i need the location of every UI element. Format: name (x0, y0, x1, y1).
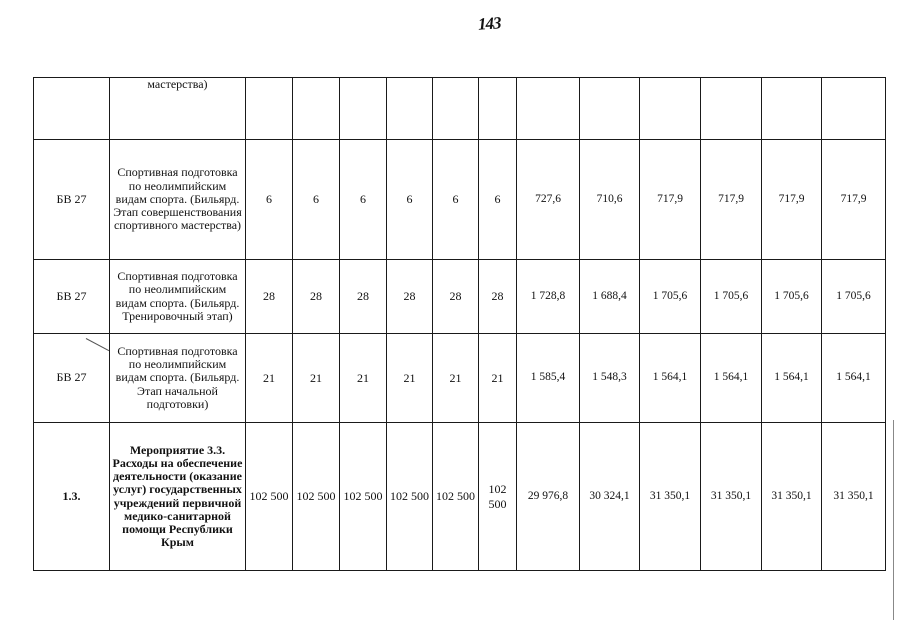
value-cell (433, 78, 479, 140)
value-cell: 21 (479, 334, 517, 423)
value-cell: 102 500 (387, 423, 433, 571)
table-row (34, 78, 886, 140)
value-cell: 1 688,4 (580, 260, 640, 334)
value-cell: 1 564,1 (701, 334, 762, 423)
row-description-cell: мастерства) (110, 78, 246, 140)
value-cell: 28 (387, 260, 433, 334)
value-cell: 21 (246, 334, 293, 423)
value-cell: 1 705,6 (822, 260, 886, 334)
value-cell: 30 324,1 (580, 423, 640, 571)
row-description-cell: Спортивная подготовка по неолимпийским видам спорта. (Бильярд. Тренировочный этап) (110, 260, 246, 334)
value-cell: 102 500 (433, 423, 479, 571)
row-description-cell: Спортивная подготовка по неолимпийским видам спорта. (Бильярд. Этап совершенствования спортивного мастерства) (110, 140, 246, 260)
value-cell: 1 564,1 (762, 334, 822, 423)
value-cell: 28 (479, 260, 517, 334)
value-cell: 717,9 (762, 140, 822, 260)
value-cell: 6 (293, 140, 340, 260)
value-cell: 727,6 (517, 140, 580, 260)
table-row (34, 140, 886, 260)
value-cell: 31 350,1 (762, 423, 822, 571)
value-cell: 6 (246, 140, 293, 260)
value-cell: 21 (293, 334, 340, 423)
value-cell: 6 (340, 140, 387, 260)
value-cell: 6 (479, 140, 517, 260)
value-cell: 102 500 (340, 423, 387, 571)
value-cell (822, 78, 886, 140)
page-number: 143 (477, 13, 502, 34)
value-cell (340, 78, 387, 140)
page-edge-line (893, 420, 894, 620)
value-cell (580, 78, 640, 140)
value-cell (701, 78, 762, 140)
value-cell: 21 (340, 334, 387, 423)
value-cell: 102 500 (293, 423, 340, 571)
table-row (34, 334, 886, 423)
row-code-cell: БВ 27 (34, 334, 110, 423)
value-cell: 1 548,3 (580, 334, 640, 423)
value-cell: 710,6 (580, 140, 640, 260)
value-cell (293, 78, 340, 140)
value-cell: 21 (387, 334, 433, 423)
value-cell: 6 (433, 140, 479, 260)
value-cell: 102 500 (246, 423, 293, 571)
value-cell: 1 705,6 (762, 260, 822, 334)
row-code-cell: 1.3. (34, 423, 110, 571)
value-cell: 28 (433, 260, 479, 334)
value-cell: 717,9 (822, 140, 886, 260)
value-cell: 1 705,6 (701, 260, 762, 334)
value-cell (517, 78, 580, 140)
value-cell: 6 (387, 140, 433, 260)
value-cell: 1 705,6 (640, 260, 701, 334)
value-cell: 28 (293, 260, 340, 334)
budget-table (33, 77, 886, 571)
value-cell: 1 585,4 (517, 334, 580, 423)
value-cell: 102 500 (479, 423, 517, 571)
row-code-cell (34, 78, 110, 140)
value-cell: 717,9 (701, 140, 762, 260)
value-cell: 1 728,8 (517, 260, 580, 334)
value-cell: 28 (340, 260, 387, 334)
value-cell (246, 78, 293, 140)
table-row (34, 260, 886, 334)
value-cell: 717,9 (640, 140, 701, 260)
table-body (34, 78, 886, 571)
value-cell (762, 78, 822, 140)
value-cell: 31 350,1 (822, 423, 886, 571)
value-cell (387, 78, 433, 140)
value-cell: 31 350,1 (701, 423, 762, 571)
table-row (34, 423, 886, 571)
row-description-cell: Мероприятие 3.3. Расходы на обеспечение деятельности (оказание услуг) государственных учреждений первичной медико-санитарной помощи Республики Крым (110, 423, 246, 571)
value-cell: 29 976,8 (517, 423, 580, 571)
row-description-cell: Спортивная подготовка по неолимпийским видам спорта. (Бильярд. Этап начальной подготовки) (110, 334, 246, 423)
value-cell: 1 564,1 (822, 334, 886, 423)
row-code-cell: БВ 27 (34, 140, 110, 260)
value-cell (640, 78, 701, 140)
row-code-cell: БВ 27 (34, 260, 110, 334)
value-cell: 1 564,1 (640, 334, 701, 423)
value-cell: 31 350,1 (640, 423, 701, 571)
value-cell (479, 78, 517, 140)
value-cell: 28 (246, 260, 293, 334)
value-cell: 21 (433, 334, 479, 423)
